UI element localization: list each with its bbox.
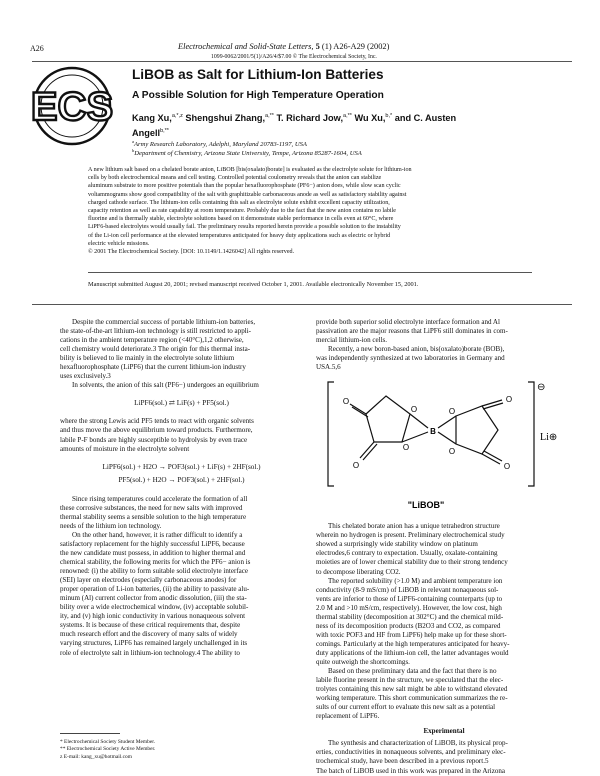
journal-issue-pages: (1) A26-A29 (2002)	[321, 42, 390, 51]
oxygen-atom: O	[448, 407, 456, 417]
equation-2: LiPF6(sol.) + H2O → POF3(sol.) + LiF(s) + 2HF(sol.)	[102, 462, 261, 471]
article-title: LiBOB as Salt for Lithium-Ion Batteries	[132, 67, 384, 82]
author-list	[132, 110, 572, 139]
issn-line: 1099-0062/2001/5(1)/A26/4/$7.00 © The Electrochemical Society, Inc.	[211, 54, 377, 60]
author: Kang Xu,$^{a,*,z}$	[132, 113, 183, 124]
abstract: A new lithium salt based on a chelated borate anion, LiBOB [bis(oxalato)borate] is evaluated as the electrolyte solute for lithium-ion cells by both electrochemical means and cell testing. Controlled potential coulometry reveals that the anion can stabilize aluminum substrate to more positive potentials than the popular hexafluorophosphate (PF6−) anion does, while slow scan cyclic voltammograms show good compatibility of the salt with graphitizable carbonaceous anode as well as satisfactory stability against charged cathode surface. The lithium-ion cells containing this salt as electrolyte solute exhibit excellent capacity utilization, capacity retention as well as rate capability at room temperature. Probably due to the fact that the new anion contains no labile fluorine and is thermally stable, electrolyte solutions based on it demonstrate stable performance in cells even at 60°C, where LiPF6-based electrolytes would usually fail. The preliminary results reported herein provide a possible solution to the instability of the Li-ion cell performance at the elevated temperatures anticipated for heavy duty applications such as electric or hybrid electric vehicle missions. © 2001 The Electrochemical Society. [DOI: 10.1149/1.1426042] All rights reserved.	[88, 166, 532, 256]
author: and C. Austen	[394, 113, 457, 124]
body-rule	[32, 304, 572, 305]
anion-charge: ⊖	[537, 382, 546, 394]
libob-structure	[316, 374, 572, 514]
copyright-line: © 2001 The Electrochemical Society. [DOI: 10.1149/1.1426042] All rights reserved.	[88, 249, 295, 256]
oxygen-atom: O	[342, 397, 350, 407]
ecs-logo-text: ECS	[30, 85, 114, 129]
journal-name: Electrochemical and Solid-State Letters,	[178, 42, 314, 51]
equation-3: PF5(sol.) + H2O → POF3(sol.) + 2HF(sol.)	[118, 475, 245, 484]
article-subtitle: A Possible Solution for High Temperature Operation	[132, 90, 384, 101]
affiliation-b: $^b$Department of Chemistry, Arizona State University, Tempe, Arizona 85287-1604, USA	[132, 148, 362, 158]
section-heading-experimental: Experimental	[423, 727, 465, 736]
author: Angell$^{b,**}$	[132, 127, 169, 138]
journal-volume: 5	[315, 42, 320, 51]
oxygen-atom: O	[505, 395, 513, 405]
oxygen-atom: O	[503, 462, 511, 472]
oxygen-atom: O	[352, 461, 360, 471]
structure-caption: "LiBOB"	[407, 500, 445, 511]
oxygen-atom: O	[448, 447, 456, 457]
oxygen-atom: O	[410, 405, 418, 415]
page-number: A26	[30, 44, 44, 53]
affiliation-a: $^a$Army Research Laboratory, Adelphi, Maryland 20783-1197, USA	[132, 139, 307, 149]
journal-citation	[178, 42, 389, 51]
author: T. Richard Jow,$^{a,**}$	[276, 113, 352, 124]
boron-atom: B	[430, 427, 436, 437]
footnotes: * Electrochemical Society Student Member. ** Electrochemical Society Active Member. z E-mail: kang_xu@hotmail.com	[60, 739, 156, 760]
author: Wu Xu,$^{b,*}$	[354, 113, 393, 124]
manuscript-received: Manuscript submitted August 20, 2001; revised manuscript received October 1, 2001. Available electronically November 15, 2001.	[88, 281, 419, 288]
oxygen-atom: O	[402, 443, 410, 453]
left-column: Despite the commercial success of portable lithium-ion batteries, the state-of-the-art lithium-ion technology is still restricted to appli- cations in the ambient temperature region (<40°C),1,2 otherwise, cell chemistry would deteriorate.3 The origin for this thermal insta- bility is believed to lie mainly in the electrolyte solute lithium hexafluorophosphate (LiPF6) that the current lithium-ion industry uses exclusively.3 In solvents, the anion of this salt (PF6−) undergoes an equilibrium LiPF6(sol.) ⇄ LiF(s) + PF5(sol.) where the strong Lewis acid PF5 tends to react with organic solvents and thus move the above equilibrium toward products. Furthermore, labile P-F bonds are highly susceptible to hydrolysis by even trace amounts of moisture in the electrolyte solvent LiPF6(sol.) + H2O → POF3(sol.) + LiF(s) + 2HF(sol.) PF5(sol.) + H2O → POF3(sol.) + 2HF(sol.) Since rising temperatures could accelerate the formation of all these corrosive substances, the need for new salts with improved thermal stability seems a sensible solution to the high temperature needs of the lithium ion technology. On the other hand, however, it is rather difficult to identify a satisfactory replacement for the highly successful LiPF6, because the new candidate must possess, in addition to higher thermal and chemical stability, the following merits for which the PF6− anion is renowned: (i) the ability to form suitable solid electrolyte interface (SEI) layer on electrodes (especially carbonaceous anodes) for proper operation of Li-ion batteries, (ii) the ability to passivate alu- minum (Al) current collector from anodic dissolution, (iii) the sta- bility over a wide electrochemical window, (iv) acceptable solubil- ity, and (v) high ionic conductivity in various nonaqueous solvent systems. It is because of these critical requirements that, despite much research effort and the discovery of many salts of widely varying structures, LiPF6 has remained largely unchallenged in its role of electrolyte salt in lithium-ion technology.4 The ability to	[60, 318, 303, 658]
ecs-logo	[30, 62, 114, 150]
right-column: provide both superior solid electrolyte interface formation and Al passivation are the major reasons that LiPF6 still dominates in com- mercial lithium-ion cells. Recently, a new boron-based anion, bis(oxalato)borate (BOB), was independently synthesized at two laboratories in Germany and USA.5,6 ⊖ Li⊕ B O O O O O O O O "LiBOB" This chelated borate anion has a unique tetrahedron structure wherein no hydrogen is present. Preliminary electrochemical study showed a surprisingly wide stability window on platinum electrodes,6 contrary to expectation. Usually, oxalate-containing moieties are of lower chemical stability due to their strong tendency to decompose liberating CO2. The reported solubility (>1.0 M) and ambient temperature ion conductivity (8-9 mS/cm) of LiBOB in relevant nonaqueous sol- vents are inferior to those of LiPF6-containing counterparts (up to 2.0 M and >10 mS/cm, respectively). However, the low cost, high thermal stability (decomposition at 302°C) and the chemical mild- ness of its decomposition products (B2O3 and CO2, as compared with toxic POF3 and HF from LiPF6) help make up for these short- comings. Particularly at the high temperatures anticipated for heavy- duty applications of the lithium-ion cell, the latter advantages would quite outweigh the shortcomings. Based on these preliminary data and the fact that there is no labile fluorine present in the structure, we speculated that the elec- trolytes containing this new salt might be able to withstand elevated working temperature. This short communication summarizes the re- sults of our current effort to evaluate this new salt as a potential replacement of LiPF6. Experimental The synthesis and characterization of LiBOB, its physical prop- erties, conductivities in nonaqueous solvents, and preliminary elec- trochemical study, have been described in a previous report.5 The batch of LiBOB used in this work was prepared in the Arizona	[316, 318, 572, 776]
counter-ion: Li⊕	[540, 432, 558, 444]
equation-1: LiPF6(sol.) ⇄ LiF(s) + PF5(sol.)	[134, 399, 229, 408]
footnote-rule	[60, 733, 120, 734]
abstract-rule	[88, 272, 532, 273]
author: Shengshui Zhang,$^{a,**}$	[185, 113, 274, 124]
